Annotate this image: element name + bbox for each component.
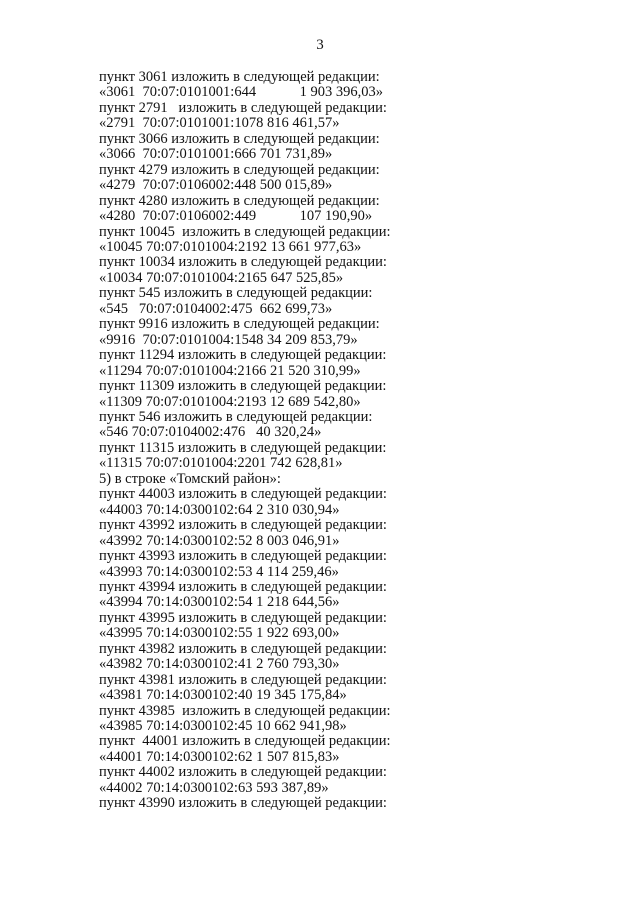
text-line: пункт 44001 изложить в следующей редакции: (99, 733, 391, 750)
text-line: «4280 70:07:0106002:449 107 190,90» (99, 208, 373, 225)
text-line: пункт 4280 изложить в следующей редакции: (99, 192, 380, 209)
text-line: «10034 70:07:0101004:2165 647 525,85» (99, 269, 344, 286)
text-line: пункт 43981 изложить в следующей редакции: (99, 671, 387, 688)
text-line: пункт 43993 изложить в следующей редакции: (99, 548, 387, 565)
text-line: «43995 70:14:0300102:55 1 922 693,00» (99, 625, 340, 642)
text-line: пункт 3061 изложить в следующей редакции: (99, 69, 380, 85)
text-line: пункт 545 изложить в следующей редакции: (99, 285, 373, 302)
text-line: пункт 11294 изложить в следующей редакции: (99, 347, 387, 364)
text-line: «44002 70:14:0300102:63 593 387,89» (99, 779, 329, 796)
text-line: пункт 44003 изложить в следующей редакции: (99, 486, 387, 503)
text-line: пункт 43985 изложить в следующей редакции: (99, 702, 391, 719)
text-line: «3061 70:07:0101001:644 1 903 396,03» (99, 84, 383, 101)
text-line: пункт 10045 изложить в следующей редакции: (99, 223, 391, 240)
text-line: «3066 70:07:0101001:666 701 731,89» (99, 146, 333, 163)
text-line: пункт 10034 изложить в следующей редакции: (99, 254, 387, 271)
text-line: пункт 43990 изложить в следующей редакции: (99, 795, 387, 812)
text-line: пункт 43995 изложить в следующей редакции: (99, 609, 387, 626)
text-line: пункт 4279 изложить в следующей редакции: (99, 161, 380, 178)
text-line: «43993 70:14:0300102:53 4 114 259,46» (99, 563, 339, 580)
text-line: пункт 43982 изложить в следующей редакции: (99, 640, 387, 657)
text-line: пункт 2791 изложить в следующей редакции: (99, 99, 387, 116)
text-line: пункт 9916 изложить в следующей редакции: (99, 316, 380, 333)
text-line: пункт 43992 изложить в следующей редакции: (99, 517, 387, 534)
text-line: «43982 70:14:0300102:41 2 760 793,30» (99, 656, 340, 673)
text-line: пункт 11315 изложить в следующей редакции: (99, 439, 387, 456)
text-line: «43994 70:14:0300102:54 1 218 644,56» (99, 594, 340, 611)
text-line: «43985 70:14:0300102:45 10 662 941,98» (99, 718, 347, 735)
text-line: «43992 70:14:0300102:52 8 003 046,91» (99, 532, 340, 549)
text-line: «546 70:07:0104002:476 40 320,24» (99, 424, 322, 441)
text-line: «44003 70:14:0300102:64 2 310 030,94» (99, 501, 340, 518)
text-line: «11315 70:07:0101004:2201 742 628,81» (99, 455, 343, 472)
text-line: «10045 70:07:0101004:2192 13 661 977,63» (99, 238, 362, 255)
text-line: «545 70:07:0104002:475 662 699,73» (99, 300, 333, 317)
text-line: «44001 70:14:0300102:62 1 507 815,83» (99, 748, 340, 765)
text-line: пункт 546 изложить в следующей редакции: (99, 408, 373, 425)
text-line: «11309 70:07:0101004:2193 12 689 542,80» (99, 393, 361, 410)
text-line: пункт 44002 изложить в следующей редакции: (99, 764, 387, 781)
section-heading: 5) в строке «Томский район»: (99, 470, 281, 487)
text-line: пункт 43994 изложить в следующей редакции: (99, 578, 387, 595)
page-number: 3 (316, 37, 324, 53)
text-line: «2791 70:07:0101001:1078 816 461,57» (99, 115, 340, 132)
text-line: «43981 70:14:0300102:40 19 345 175,84» (99, 687, 347, 704)
text-line: «11294 70:07:0101004:2166 21 520 310,99» (99, 362, 361, 379)
text-line: «9916 70:07:0101004:1548 34 209 853,79» (99, 331, 358, 348)
text-line: пункт 11309 изложить в следующей редакции: (99, 378, 387, 395)
text-line: «4279 70:07:0106002:448 500 015,89» (99, 177, 333, 194)
text-line: пункт 3066 изложить в следующей редакции: (99, 130, 380, 147)
document-body (99, 70, 579, 812)
